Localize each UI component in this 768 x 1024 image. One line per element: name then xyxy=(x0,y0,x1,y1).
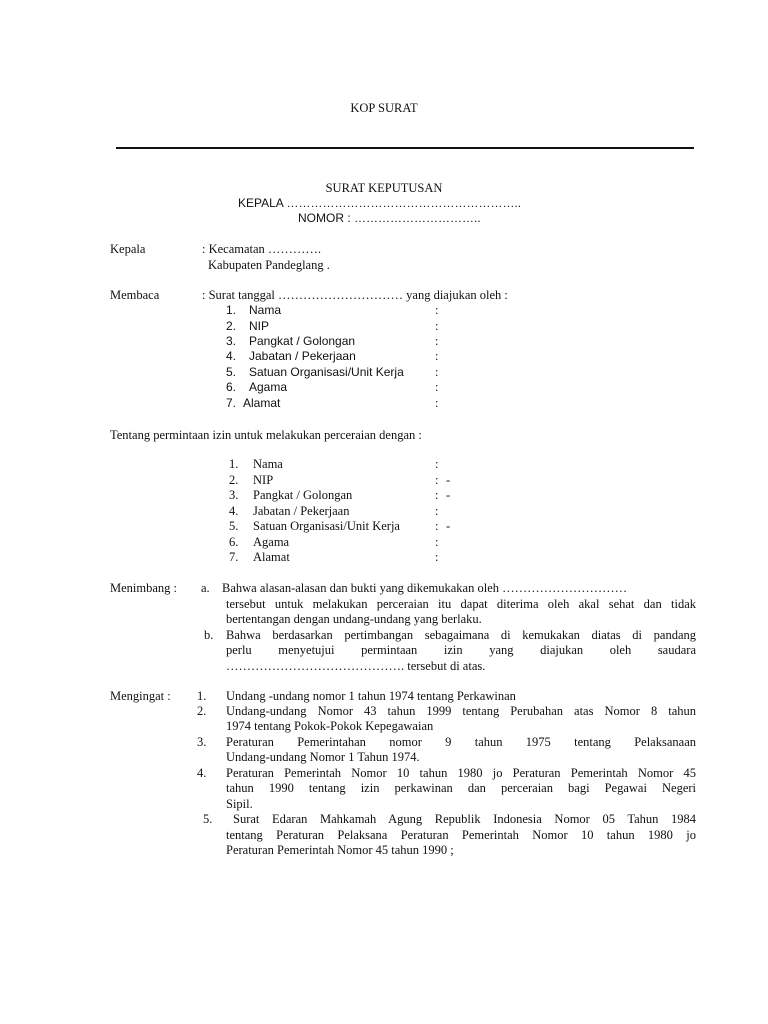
document-title: SURAT KEPUTUSAN xyxy=(325,181,443,195)
list-item-value: - xyxy=(446,473,451,487)
list-item-label: Nama xyxy=(249,303,282,317)
kepala-heading: KEPALA ………………………………………………….. xyxy=(238,196,522,210)
menimbang-a-line: tersebut untuk melakukan perceraian itu dapat diterima oleh akal sehat dan tidak xyxy=(226,597,696,611)
membaca-intro: : Surat tanggal ………………………… yang diajukan oleh : xyxy=(202,288,508,302)
list-item-colon: : xyxy=(435,349,439,363)
list-item-num: 1. xyxy=(229,457,239,471)
mengingat-item-line: Surat Edaran Mahkamah Agung Republik Indonesia Nomor 05 Tahun 1984 xyxy=(233,812,696,826)
mengingat-label: Mengingat : xyxy=(110,689,171,703)
list-item-label: Satuan Organisasi/Unit Kerja xyxy=(253,519,400,533)
mengingat-item-line: Peraturan Pemerintah Nomor 10 tahun 1980 jo Peraturan Pemerintah Nomor 45 xyxy=(226,766,696,780)
list-item-num: 7. xyxy=(226,396,237,410)
list-item-colon: : xyxy=(435,303,439,317)
list-item-num: 4. xyxy=(226,349,237,363)
list-item-colon: : xyxy=(435,504,439,518)
menimbang-a-line: Bahwa alasan-alasan dan bukti yang dikemukakan oleh ………………………… xyxy=(222,581,628,595)
list-item-label: Jabatan / Pekerjaan xyxy=(249,349,356,363)
list-item-colon: : xyxy=(435,457,439,471)
list-item-label: Nama xyxy=(253,457,283,471)
list-item-value: - xyxy=(446,519,451,533)
list-item-label: Agama xyxy=(249,380,288,394)
list-item-num: 6. xyxy=(226,380,237,394)
list-item-label: Agama xyxy=(253,535,290,549)
list-item-label: Alamat xyxy=(253,550,290,564)
list-item-colon: : xyxy=(435,365,439,379)
list-item-label: Alamat xyxy=(243,396,281,410)
list-item-label: Jabatan / Pekerjaan xyxy=(253,504,350,518)
header-divider xyxy=(116,147,694,149)
mengingat-item-line: 1974 tentang Pokok-Pokok Kepegawaian xyxy=(226,719,434,733)
list-item-label: NIP xyxy=(249,319,270,333)
list-item-num: 7. xyxy=(229,550,239,564)
list-item-label: NIP xyxy=(253,473,274,487)
menimbang-a-line: bertentangan dengan undang-undang yang berlaku. xyxy=(226,612,482,626)
mengingat-item-line: Undang-undang Nomor 43 tahun 1999 tentang Perubahan atas Nomor 8 tahun xyxy=(226,704,696,718)
menimbang-b-line: ……………………………………. tersebut di atas. xyxy=(226,659,486,673)
list-item-value: - xyxy=(446,488,451,502)
mengingat-item-num: 3. xyxy=(197,735,207,749)
mengingat-item-num: 5. xyxy=(203,812,213,826)
list-item-num: 1. xyxy=(226,303,237,317)
list-item-colon: : xyxy=(435,535,439,549)
list-item-colon: : xyxy=(435,319,439,333)
list-item-colon: : xyxy=(435,488,439,502)
list-item-colon: : xyxy=(435,550,439,564)
list-item-colon: : xyxy=(435,334,439,348)
list-item-num: 3. xyxy=(229,488,239,502)
menimbang-b-line: perlu menyetujui permintaan izin yang diajukan oleh saudara xyxy=(226,643,696,657)
list-item-num: 4. xyxy=(229,504,239,518)
list-item-colon: : xyxy=(435,380,439,394)
list-item-colon: : xyxy=(435,519,439,533)
list-item-label: Satuan Organisasi/Unit Kerja xyxy=(249,365,404,379)
membaca-label: Membaca xyxy=(110,288,160,302)
mengingat-item-line: Undang -undang nomor 1 tahun 1974 tentang Perkawinan xyxy=(226,689,516,703)
mengingat-item-num: 4. xyxy=(197,766,207,780)
nomor-heading: NOMOR : ………………………….. xyxy=(298,211,481,225)
mengingat-item-line: Sipil. xyxy=(226,797,253,811)
list-item-num: 5. xyxy=(229,519,239,533)
kepala-label: Kepala xyxy=(110,242,146,256)
list-item-num: 5. xyxy=(226,365,237,379)
menimbang-b-marker: b. xyxy=(204,628,214,642)
menimbang-b-line: Bahwa berdasarkan pertimbangan sebagaimana di kemukakan diatas di pandang xyxy=(226,628,696,642)
list-item-num: 2. xyxy=(226,319,237,333)
list-item-num: 6. xyxy=(229,535,239,549)
mengingat-item-num: 2. xyxy=(197,704,207,718)
mengingat-item-line: tahun 1990 tentang izin perkawinan dan perceraian bagi Pegawai Negeri xyxy=(226,781,696,795)
mengingat-item-line: tentang Peraturan Pelaksana Peraturan Pemerintah Nomor 10 tahun 1980 jo xyxy=(226,828,696,842)
list-item-label: Pangkat / Golongan xyxy=(253,488,353,502)
mengingat-item-line: Peraturan Pemerintah Nomor 45 tahun 1990 ; xyxy=(226,843,454,857)
list-item-num: 3. xyxy=(226,334,237,348)
mengingat-item-num: 1. xyxy=(197,689,207,703)
kop-surat-heading: KOP SURAT xyxy=(350,101,418,115)
list-item-num: 2. xyxy=(229,473,239,487)
kepala-kabupaten: Kabupaten Pandeglang . xyxy=(208,258,330,272)
tentang-text: Tentang permintaan izin untuk melakukan perceraian dengan : xyxy=(110,428,422,442)
menimbang-a-marker: a. xyxy=(201,581,210,595)
list-item-colon: : xyxy=(435,396,439,410)
mengingat-item-line: Peraturan Pemerintahan nomor 9 tahun 1975 tentang Pelaksanaan xyxy=(226,735,696,749)
menimbang-label: Menimbang : xyxy=(110,581,178,595)
list-item-label: Pangkat / Golongan xyxy=(249,334,356,348)
list-item-colon: : xyxy=(435,473,439,487)
mengingat-item-line: Undang-undang Nomor 1 Tahun 1974. xyxy=(226,750,420,764)
kepala-kecamatan: : Kecamatan …………. xyxy=(202,242,322,256)
